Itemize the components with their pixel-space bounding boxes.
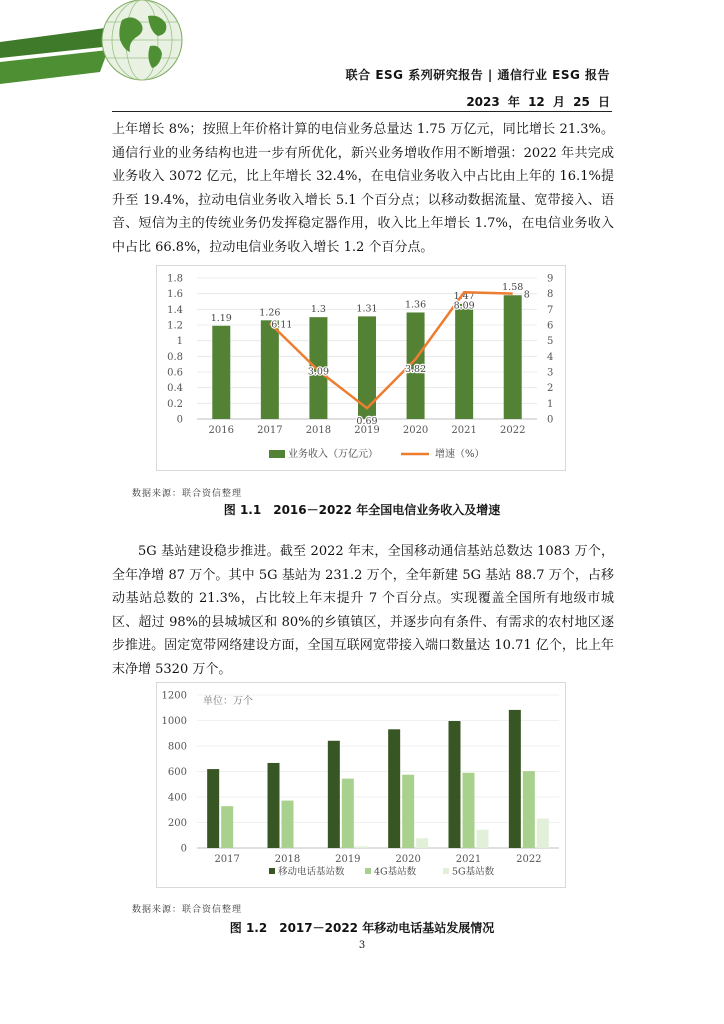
5g-station-bar (416, 838, 428, 848)
x-tick-label: 2020 (395, 854, 421, 865)
mobile-station-bar (268, 763, 280, 848)
report-series-title: 联合 ESG 系列研究报告 | 通信行业 ESG 报告 (345, 68, 610, 82)
revenue-growth-chart-svg (157, 266, 567, 472)
growth-data-label: 8.09 (453, 300, 475, 312)
revenue-data-label: 1.31 (356, 303, 378, 315)
mobile-station-bar (388, 729, 400, 848)
legend-swatch (269, 868, 275, 874)
revenue-bar (455, 304, 473, 419)
figure1-source: 数据来源：联合资信整理 (132, 489, 243, 499)
revenue-bar (504, 295, 522, 419)
report-date: 2023 年 12 月 25 日 (466, 95, 610, 109)
revenue-bar (212, 326, 230, 419)
y-right-tick-label: 3 (547, 367, 554, 379)
y-left-tick-label: 1.8 (167, 273, 183, 285)
y-left-tick-label: 0.8 (167, 351, 183, 363)
figure2-source: 数据来源：联合资信整理 (132, 905, 243, 915)
y-right-tick-label: 7 (547, 304, 554, 316)
legend-swatch (443, 868, 449, 874)
revenue-data-label: 1.3 (310, 304, 326, 316)
4g-station-bar (402, 775, 414, 848)
x-tick-label: 2016 (208, 425, 235, 436)
x-tick-label: 2021 (451, 425, 477, 436)
x-tick-label: 2019 (354, 425, 380, 436)
growth-data-label: 0.69 (356, 416, 378, 428)
x-tick-label: 2019 (335, 854, 361, 865)
y-tick-label: 200 (167, 818, 187, 829)
y-right-tick-label: 8 (547, 289, 554, 301)
y-tick-label: 0 (180, 843, 187, 855)
legend-label: 5G基站数 (452, 866, 495, 878)
y-left-tick-label: 0.2 (167, 398, 183, 410)
x-tick-label: 2018 (305, 425, 332, 436)
4g-station-bar (523, 771, 535, 848)
4g-station-bar (342, 779, 354, 848)
y-left-tick-label: 0 (176, 414, 183, 426)
y-tick-label: 1200 (161, 690, 187, 702)
legend-revenue-label: 业务收入（万亿元） (288, 449, 378, 460)
y-right-tick-label: 4 (547, 351, 554, 363)
revenue-data-label: 1.47 (453, 290, 475, 302)
x-tick-label: 2020 (402, 425, 429, 436)
growth-data-label: 6.11 (271, 319, 293, 331)
base-station-chart (156, 682, 566, 888)
legend-label: 移动电话基站数 (278, 866, 345, 878)
legend-growth-label: 增速（%） (435, 449, 485, 460)
y-tick-label: 400 (167, 792, 187, 804)
revenue-data-label: 1.36 (404, 299, 427, 311)
y-left-tick-label: 1 (176, 336, 183, 348)
x-tick-label: 2017 (214, 854, 240, 865)
mobile-station-bar (449, 721, 461, 848)
y-tick-label: 600 (167, 767, 187, 778)
y-tick-label: 800 (167, 741, 187, 753)
y-right-tick-label: 1 (547, 398, 554, 410)
4g-station-bar (221, 806, 233, 848)
body-paragraph-1: 上年增长 8%；按照上年价格计算的电信业务总量达 1.75 万亿元，同比增长 21.3%。通信行业的业务结构也进一步有所优化，新兴业务增收作用不断增强：2022 年共完成业务收入 3072 亿元，比上年增长 32.4%，在电信业务收入中占比由上年的 16.1%提升至 19.4%，拉动电信业务收入增长 5.1 个百分点；以移动数据流量、宽带接入、语音、短信为主的传统业务仍发挥稳定器作用，收入比上年增长 1.7%，在电信业务收入中占比 66.8%，拉动电信业务收入增长 1.2 个百分点。 (112, 122, 614, 255)
mobile-station-bar (207, 769, 219, 848)
revenue-data-label: 1.19 (210, 312, 232, 324)
4g-station-bar (282, 801, 294, 848)
header-divider (112, 111, 612, 112)
x-tick-label: 2022 (516, 854, 542, 865)
page-number: 3 (358, 940, 366, 951)
revenue-data-label: 1.26 (259, 307, 281, 319)
y-right-tick-label: 6 (547, 320, 554, 332)
x-tick-label: 2017 (257, 425, 283, 436)
y-left-tick-label: 1.6 (167, 289, 183, 301)
revenue-data-label: 1.58 (502, 282, 524, 294)
4g-station-bar (463, 773, 475, 848)
y-right-tick-label: 0 (547, 414, 554, 426)
5g-station-bar (537, 819, 549, 848)
body-paragraph-2: 5G 基站建设稳步推进。截至 2022 年末，全国移动通信基站总数达 1083 万个，全年净增 87 万个。其中 5G 基站为 231.2 万个，全年新建 5G 基站 88.7 万个，占移动基站总数的 21.3%，占比较上年末提升 7 个百分点。实现覆盖全国所有地级市城区、超过 98%的县城城区和 80%的乡镇镇区，并逐步向有条件、有需求的农村地区逐步推进。固定宽带网络建设方面，全国互联网宽带接入端口数量达 10.71 亿个，比上年末净增 5320 万个。 (112, 544, 614, 677)
legend-swatch (365, 868, 371, 874)
growth-data-label: 8 (523, 289, 530, 301)
y-left-tick-label: 1.4 (167, 304, 183, 316)
figure1-caption: 图 1.1 2016－2022 年全国电信业务收入及增速 (223, 503, 501, 517)
growth-data-label: 3.09 (307, 366, 330, 378)
x-tick-label: 2018 (274, 854, 301, 865)
y-right-tick-label: 2 (547, 383, 554, 395)
y-right-tick-label: 5 (547, 336, 554, 348)
revenue-growth-chart (156, 265, 566, 471)
5g-station-bar (356, 846, 368, 848)
legend-revenue-swatch (269, 450, 285, 458)
mobile-station-bar (328, 741, 340, 848)
unit-label: 单位：万个 (203, 696, 253, 707)
revenue-bar (261, 320, 279, 419)
y-left-tick-label: 0.4 (167, 383, 183, 395)
y-left-tick-label: 1.2 (167, 320, 183, 332)
y-tick-label: 1000 (161, 716, 187, 727)
y-right-tick-label: 9 (547, 273, 554, 285)
figure2-caption: 图 1.2 2017－2022 年移动电话基站发展情况 (229, 921, 495, 935)
base-station-chart-svg (157, 683, 567, 889)
growth-data-label: 3.82 (404, 364, 427, 376)
5g-station-bar (477, 830, 489, 848)
x-tick-label: 2021 (455, 854, 482, 865)
x-tick-label: 2022 (499, 425, 526, 436)
y-left-tick-label: 0.6 (167, 367, 183, 379)
legend-label: 4G基站数 (374, 866, 417, 878)
mobile-station-bar (509, 710, 521, 848)
globe-logo (0, 0, 200, 92)
